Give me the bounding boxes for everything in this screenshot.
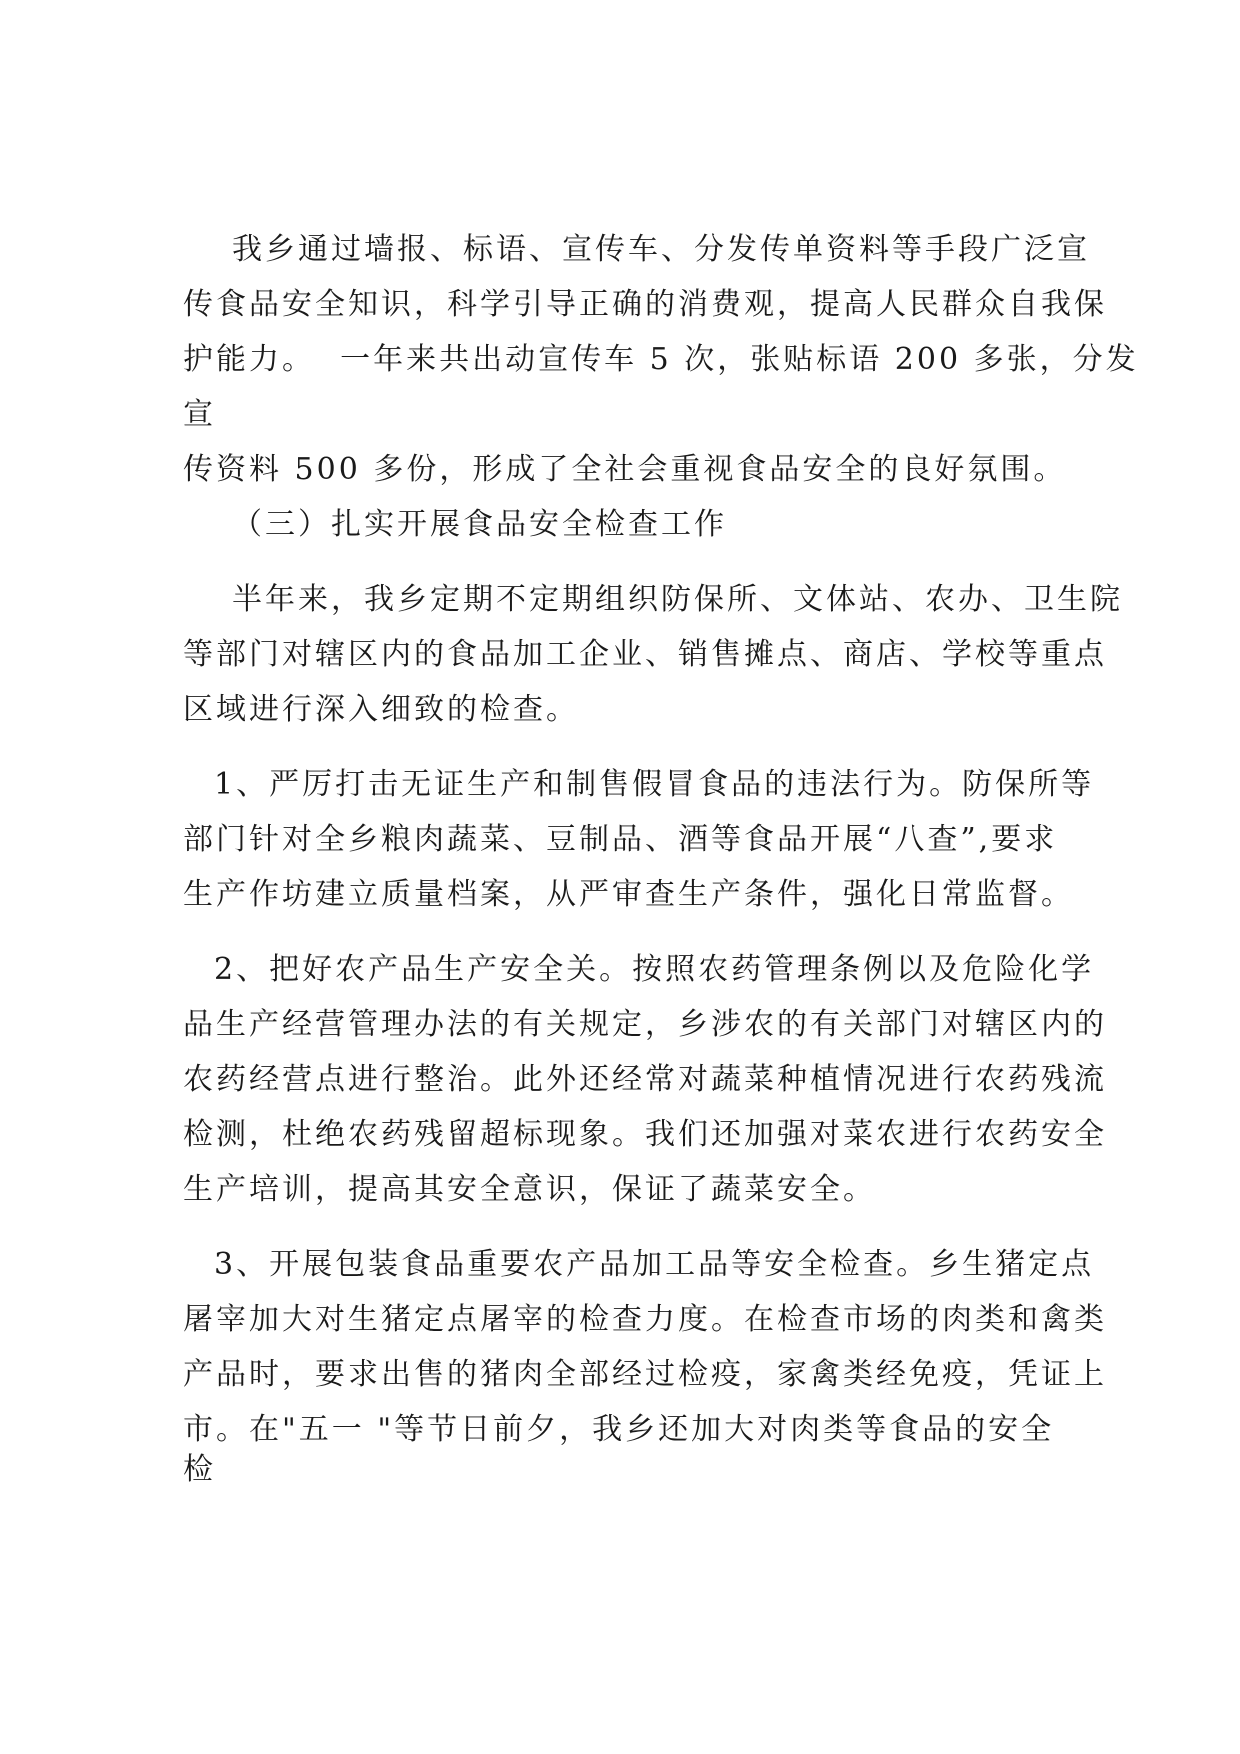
text-line: 我乡通过墙报、标语、宣传车、分发传单资料等手段广泛宣 bbox=[232, 232, 1090, 267]
text-line: 区域进行深入细致的检查。 bbox=[183, 692, 579, 727]
text-line: 宣 bbox=[183, 397, 216, 432]
text-line: 检测，杜绝农药残留超标现象。我们还加强对菜农进行农药安全 bbox=[183, 1117, 1107, 1152]
text-line: 等部门对辖区内的食品加工企业、销售摊点、商店、学校等重点 bbox=[183, 637, 1107, 672]
text-line: 检 bbox=[183, 1452, 216, 1487]
text-line: 传食品安全知识，科学引导正确的消费观，提高人民群众自我保 bbox=[183, 287, 1107, 322]
text-line: 2、把好农产品生产安全关。按照农药管理条例以及危险化学 bbox=[214, 952, 1095, 987]
text-line: 屠宰加大对生猪定点屠宰的检查力度。在检查市场的肉类和禽类 bbox=[183, 1302, 1107, 1337]
text-line: 1、严厉打击无证生产和制售假冒食品的违法行为。防保所等 bbox=[214, 767, 1095, 802]
text-line: 生产培训，提高其安全意识，保证了蔬菜安全。 bbox=[183, 1172, 876, 1207]
text-line: 市。在"五一 "等节日前夕，我乡还加大对肉类等食品的安全 bbox=[183, 1412, 1055, 1447]
section-heading: （三）扎实开展食品安全检查工作 bbox=[232, 507, 727, 542]
text-line: 半年来，我乡定期不定期组织防保所、文体站、农办、卫生院 bbox=[232, 582, 1123, 617]
text-line: 品生产经营管理办法的有关规定，乡涉农的有关部门对辖区内的 bbox=[183, 1007, 1107, 1042]
text-line: 生产作坊建立质量档案，从严审查生产条件，强化日常监督。 bbox=[183, 877, 1074, 912]
text-line: 农药经营点进行整治。此外还经常对蔬菜种植情况进行农药残流 bbox=[183, 1062, 1107, 1097]
text-line: 产品时，要求出售的猪肉全部经过检疫，家禽类经免疫，凭证上 bbox=[183, 1357, 1107, 1392]
text-line: 3、开展包装食品重要农产品加工品等安全检查。乡生猪定点 bbox=[214, 1247, 1095, 1282]
text-line: 传资料 500 多份，形成了全社会重视食品安全的良好氛围。 bbox=[183, 452, 1067, 487]
text-line: 护能力。 一年来共出动宣传车 5 次，张贴标语 200 多张，分发 bbox=[183, 342, 1139, 377]
text-line: 部门针对全乡粮肉蔬菜、豆制品、酒等食品开展“八查”,要求 bbox=[183, 822, 1058, 857]
